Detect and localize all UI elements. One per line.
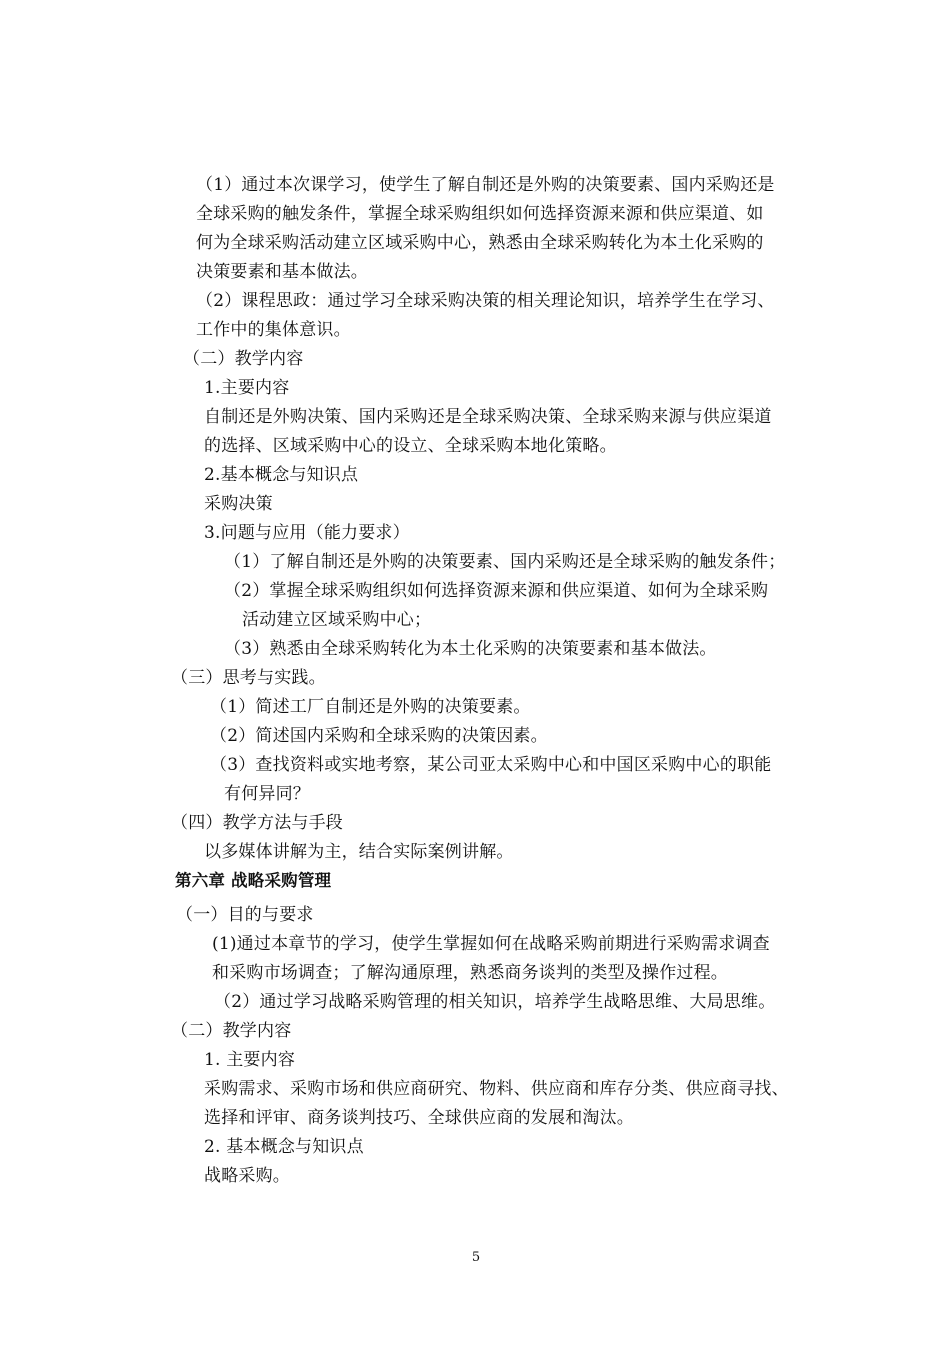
text-line: (1)通过本章节的学习，使学生掌握如何在战略采购前期进行采购需求调查	[212, 934, 770, 954]
text-line: 有何异同？	[224, 784, 310, 804]
text-line: （2）课程思政：通过学习全球采购决策的相关理论知识，培养学生在学习、	[196, 291, 775, 311]
text-line: （1）通过本次课学习，使学生了解自制还是外购的决策要素、国内采购还是	[196, 175, 775, 195]
text-line: 采购需求、采购市场和供应商研究、物料、供应商和库存分类、供应商寻找、	[204, 1079, 789, 1099]
text-line: 工作中的集体意识。	[196, 320, 351, 340]
text-line: 活动建立区域采购中心；	[242, 610, 432, 630]
subsection-heading: 2. 基本概念与知识点	[204, 1137, 364, 1157]
text-line: 采购决策	[204, 494, 273, 514]
text-line: （3）熟悉由全球采购转化为本土化采购的决策要素和基本做法。	[224, 639, 717, 659]
subsection-heading: 3.问题与应用（能力要求）	[204, 523, 410, 543]
section-heading: （一）目的与要求	[176, 905, 314, 925]
section-heading: （二）教学内容	[183, 349, 304, 369]
section-heading: （二）教学内容	[171, 1021, 292, 1041]
subsection-heading: 1. 主要内容	[204, 1050, 296, 1070]
chapter-title: 第六章 战略采购管理	[175, 871, 332, 890]
text-line: 自制还是外购决策、国内采购还是全球采购决策、全球采购来源与供应渠道	[204, 407, 772, 427]
text-line: （1）简述工厂自制还是外购的决策要素。	[210, 697, 531, 717]
text-line: （2）简述国内采购和全球采购的决策因素。	[210, 726, 548, 746]
section-heading: （三）思考与实践。	[171, 668, 326, 688]
text-line: 以多媒体讲解为主，结合实际案例讲解。	[204, 842, 514, 862]
section-heading: （四）教学方法与手段	[171, 813, 343, 833]
text-line: （3）查找资料或实地考察，某公司亚太采购中心和中国区采购中心的职能	[210, 755, 772, 775]
text-line: （2）通过学习战略采购管理的相关知识，培养学生战略思维、大局思维。	[214, 992, 776, 1012]
text-line: 决策要素和基本做法。	[196, 262, 368, 282]
text-line: 战略采购。	[204, 1166, 290, 1186]
text-line: 全球采购的触发条件，掌握全球采购组织如何选择资源来源和供应渠道、如	[196, 204, 764, 224]
subsection-heading: 1.主要内容	[204, 378, 290, 398]
text-line: （2）掌握全球采购组织如何选择资源来源和供应渠道、如何为全球采购	[224, 581, 769, 601]
page-number: 5	[471, 1250, 481, 1265]
text-line: （1）了解自制还是外购的决策要素、国内采购还是全球采购的触发条件；	[224, 552, 786, 572]
text-line: 的选择、区域采购中心的设立、全球采购本地化策略。	[204, 436, 617, 456]
text-line: 选择和评审、商务谈判技巧、全球供应商的发展和淘汰。	[204, 1108, 634, 1128]
subsection-heading: 2.基本概念与知识点	[204, 465, 359, 485]
text-line: 和采购市场调查；了解沟通原理，熟悉商务谈判的类型及操作过程。	[212, 963, 728, 983]
text-line: 何为全球采购活动建立区域采购中心，熟悉由全球采购转化为本土化采购的	[196, 233, 764, 253]
